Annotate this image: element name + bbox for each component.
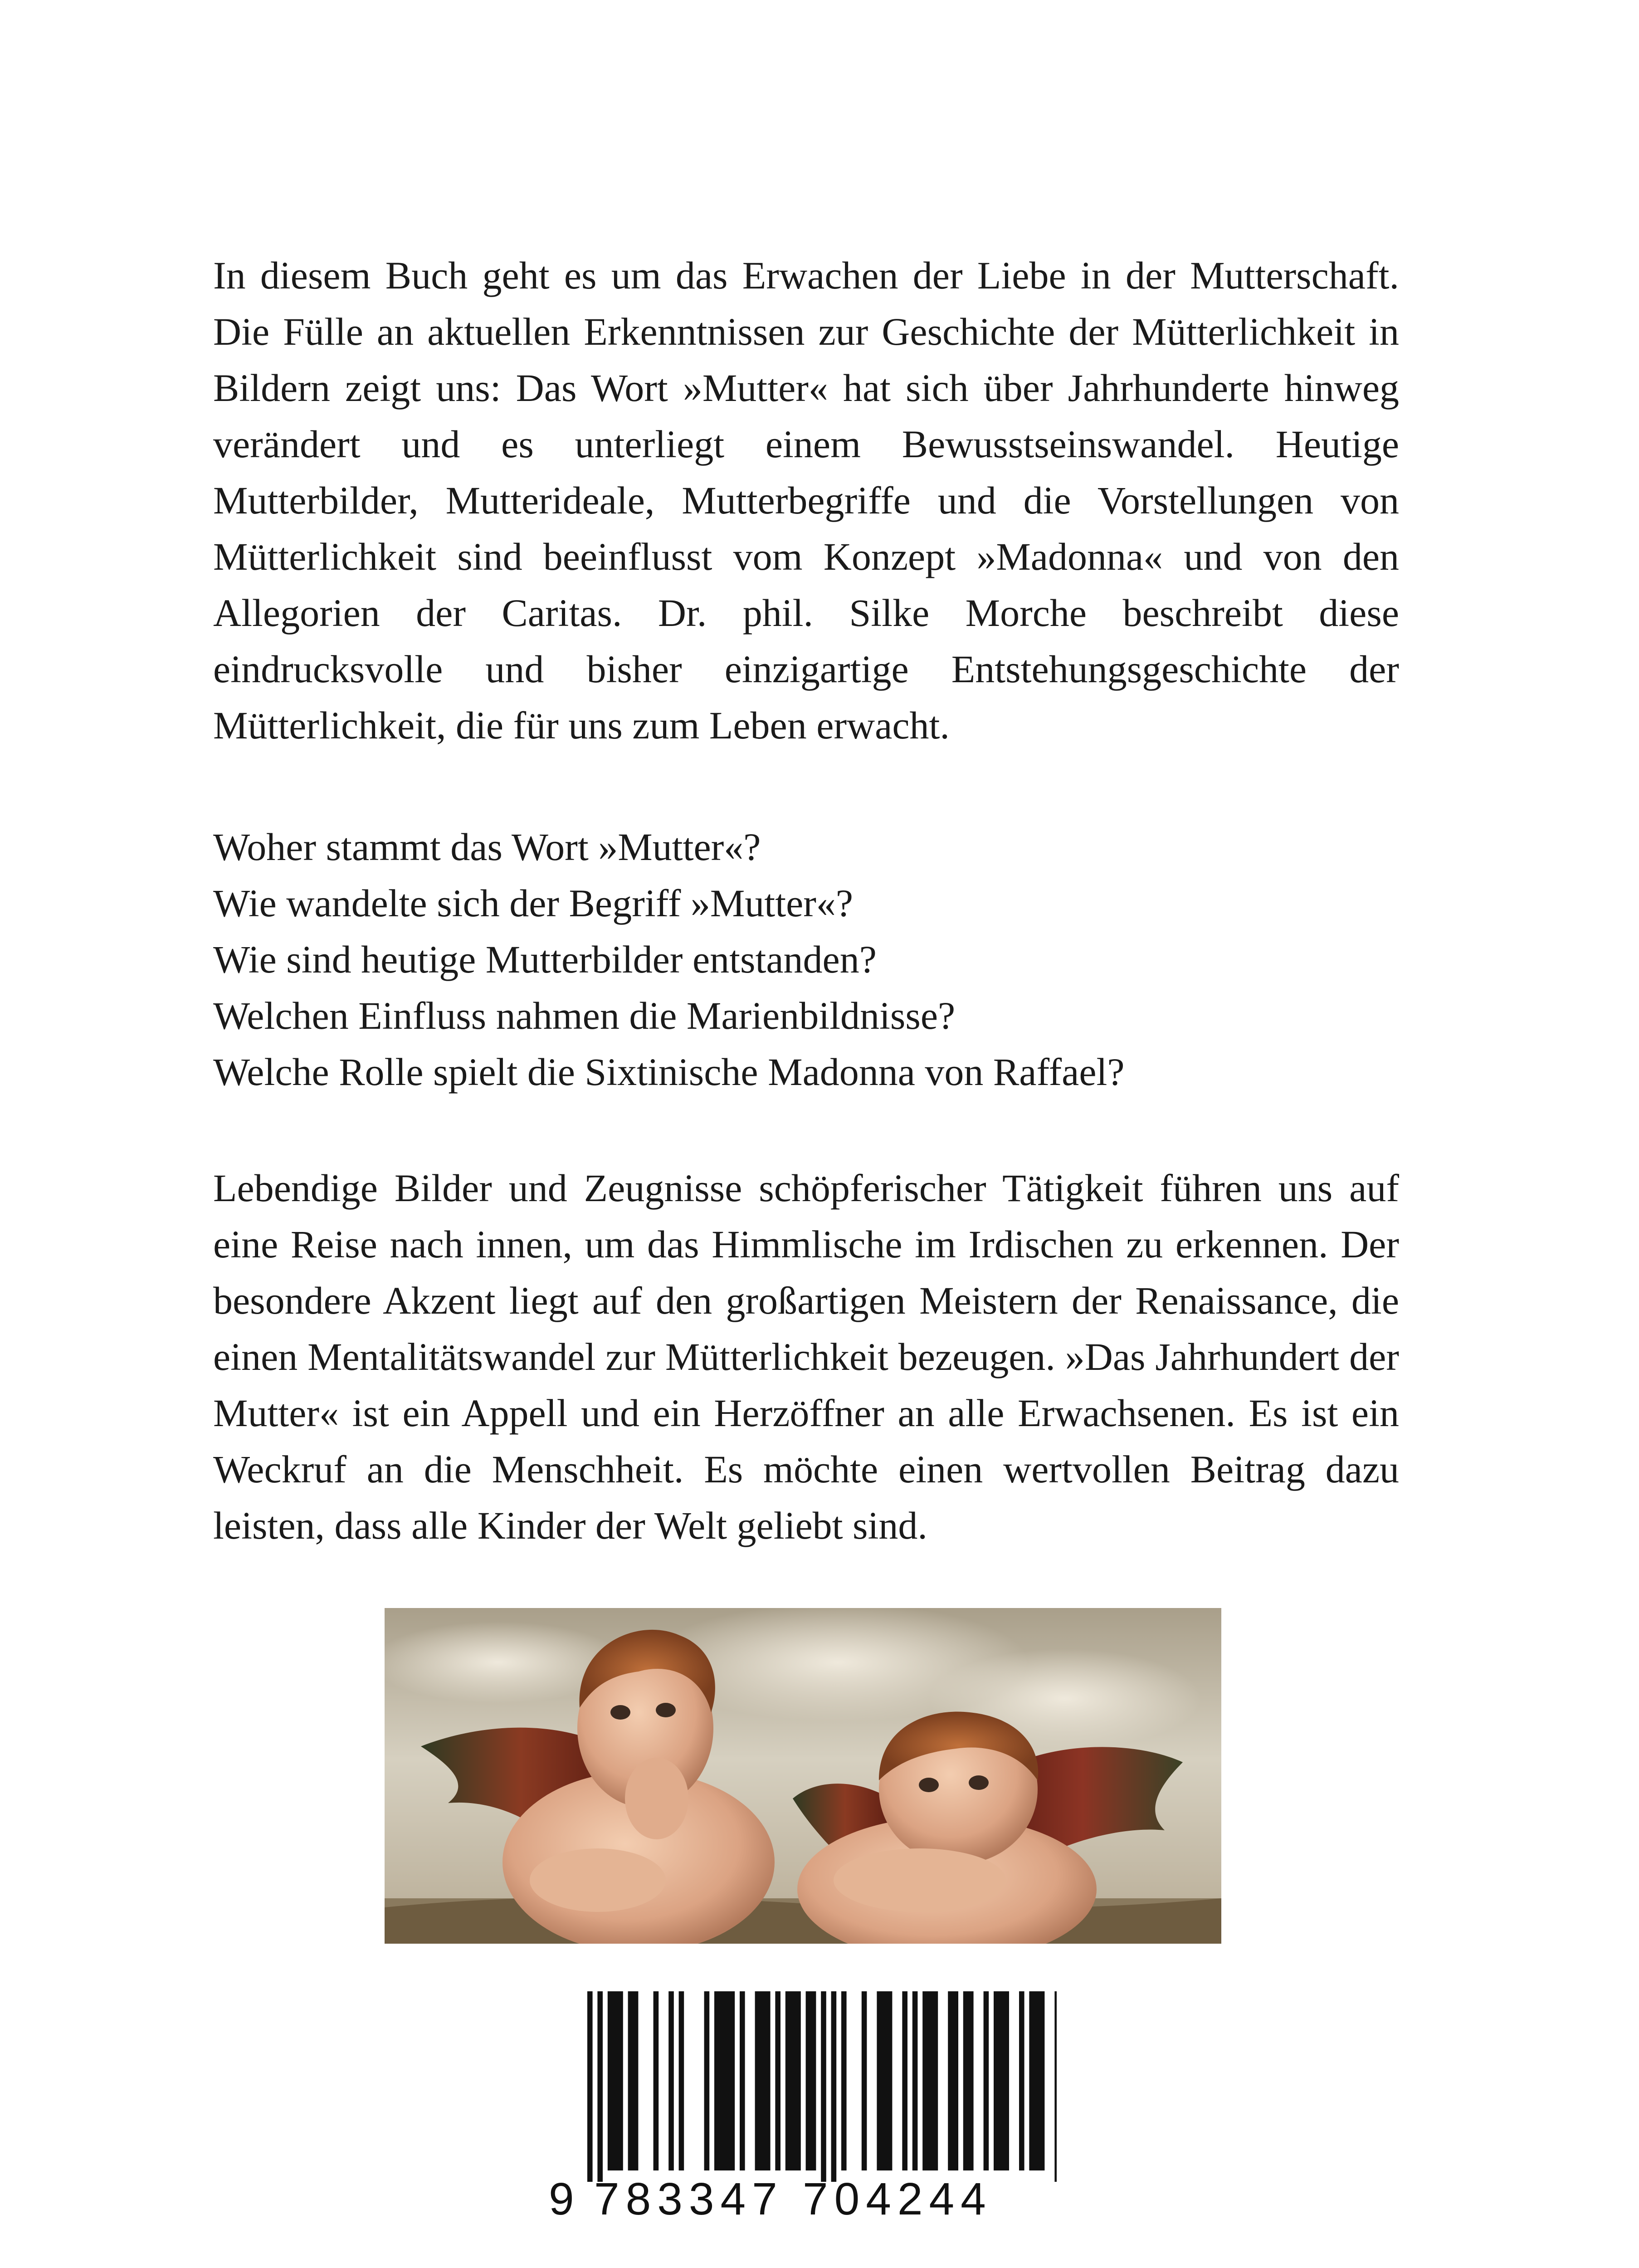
barcode-bar [1029,1991,1034,2170]
barcode-bars [544,1991,1057,2182]
barcode-bar [1034,1991,1040,2170]
barcode-bar [1039,1991,1045,2170]
question-4: Welchen Einfluss nahmen die Marienbildnisse? [213,994,956,1037]
barcode-digits-right: 704244 [803,2174,992,2224]
barcode-bar [933,1991,938,2170]
barcode-bar [654,1991,659,2170]
barcode-bar [999,1991,1004,2170]
barcode-bar [953,1991,958,2170]
question-3: Wie sind heutige Mutterbilder entstanden? [213,938,877,981]
intro-text: In diesem Buch geht es um das Erwachen der Liebe in der Mutterschaft. Die Fülle an aktuellen Erkenntnissen zur Geschichte der Mütterlichkeit in Bildern zeigt uns: Das Wort »Mutter« hat sich über Jahrhunderte hinweg verändert und es unterliegt einem Bewusstseinswandel. Heutige Mutterbilder, Mutterideale, Mutterbegriffe und die Vorstellungen von Mütterlichkeit sind beeinflusst vom Konzept »Madonna« und von den Allegorien der Caritas. Dr. phil. Silke Morche beschreibt diese eindrucksvolle und bisher einzigartige Entstehungsgeschichte der Mütterlichkeit, die für uns zum Leben erwacht. [213,254,1399,747]
closing-paragraph [213,1160,1399,1554]
barcode-bar [790,1991,796,2170]
barcode-bar [841,1991,847,2170]
barcode-bar [730,1991,735,2170]
barcode-bar [597,1991,603,2182]
barcode-bar [795,1991,801,2170]
barcode-bar [877,1991,882,2170]
question-5: Welche Rolle spielt die Sixtinische Madonna von Raffael? [213,1050,1125,1094]
barcode-bar [882,1991,888,2170]
closing-text: Lebendige Bilder und Zeugnisse schöpferischer Tätigkeit führen uns auf eine Reise nach innen, um das Himmlische im Irdischen zu erkennen. Der besondere Akzent liegt auf den großartigen Meistern der Renaissance, die einen Mentalitätswandel zur Mütterlichkeit bezeugen. »Das Jahrhundert der Mutter« ist ein Appell und ein Herzöffner an alle Erwachsenen. Es ist ein Weckruf an die Menschheit. Es möchte einen wertvollen Beitrag dazu leisten, dass alle Kinder der Welt geliebt sind. [213,1166,1399,1547]
barcode-bar [775,1991,780,2170]
barcode-bar [984,1991,989,2170]
barcode-bar [613,1991,618,2170]
barcode-bar [628,1991,634,2170]
question-2: Wie wandelte sich der Begriff »Mutter«? [213,881,854,925]
barcode-bar [719,1991,725,2170]
barcode-digits-left: 783347 [594,2174,784,2224]
barcode-bar [1054,1991,1057,2182]
barcode-bar [785,1991,791,2170]
barcode-bar [968,1991,974,2170]
barcode-digit-first: 9 [549,2174,574,2224]
question-list [213,819,1399,1100]
barcode-bar [618,1991,623,2170]
barcode-bar [902,1991,907,2170]
barcode-bar [948,1991,953,2170]
barcode-bar [831,1991,837,2182]
cherubs-painting [385,1608,1221,1944]
barcode-bar [927,1991,933,2170]
barcode-bar [704,1991,710,2170]
barcode-bar [1019,1991,1024,2170]
barcode-bar [608,1991,613,2170]
barcode-bar [633,1991,639,2170]
barcode-bar [811,1991,816,2170]
barcode-bar [587,1991,593,2182]
barcode-bar [714,1991,720,2170]
barcode-bar [887,1991,893,2170]
intro-paragraph [213,247,1399,753]
barcode-bar [994,1991,999,2170]
barcode-bar [862,1991,867,2170]
barcode-bar [1004,1991,1009,2170]
barcode-bar [755,1991,761,2170]
barcode-bar [740,1991,745,2170]
barcode-bar [912,1991,918,2170]
barcode-bar [668,1991,674,2170]
barcode-bar [765,1991,771,2170]
barcode-bar [963,1991,969,2170]
barcode-bar [806,1991,811,2170]
barcode-bar [724,1991,730,2170]
isbn-barcode [544,1991,1057,2224]
barcode-bar [821,1991,826,2182]
barcode-bar [922,1991,928,2170]
barcode-bar [760,1991,766,2170]
question-1: Woher stammt das Wort »Mutter«? [213,825,761,869]
barcode-bar [679,1991,684,2170]
